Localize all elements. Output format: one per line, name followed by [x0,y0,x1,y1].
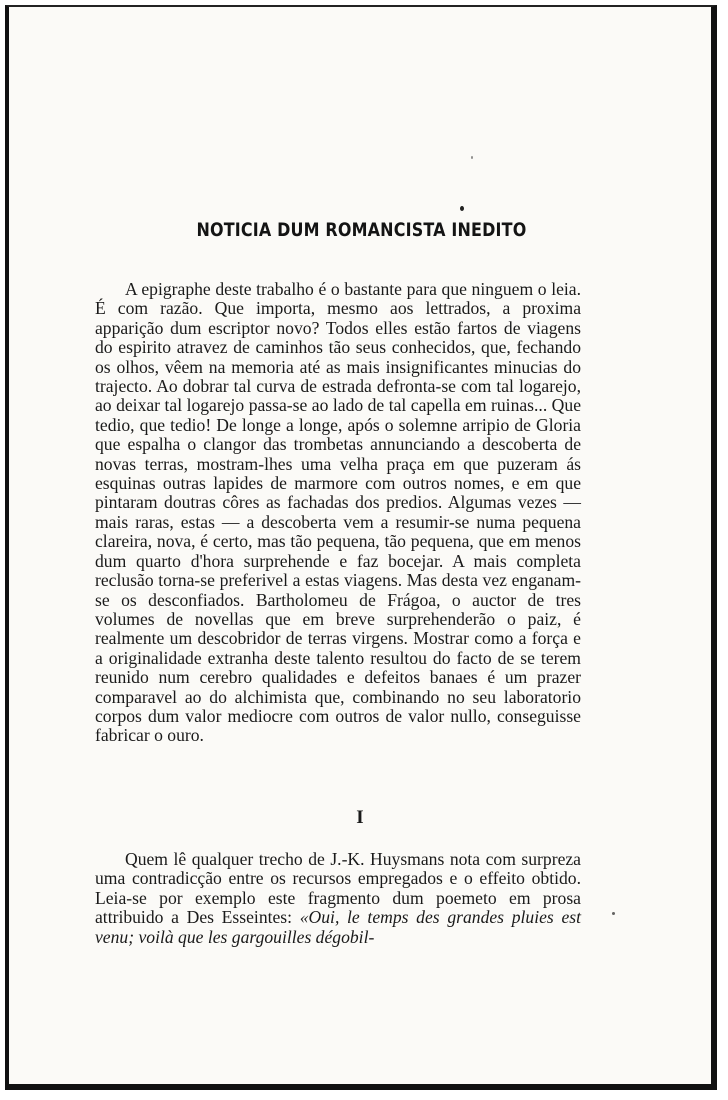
article-title: NOTICIA DUM ROMANCISTA INEDITO [196,219,527,241]
print-speck [460,206,464,211]
print-speck [612,912,615,915]
section-paragraph-text: Quem lê qualquer trecho de J.-K. Huysmans nota com surpreza uma contradicção entre os recursos empregados e o effeito obtido. Leia-se por exemplo este fragmento dum poemeto em prosa attribuido a Des Esseintes: [95,849,581,928]
section-number: I [356,807,364,828]
french-quote: «Oui, le temps des grandes pluies est venu; voilà que les gargouilles dégobil- [95,907,581,947]
intro-paragraph: A epigraphe deste trabalho é o bastante para que ninguem o leia. É com razão. Que importa, mesmo aos lettrados, a proxima apparição dum escriptor novo? Todos elles estão fartos de viagens do espirito atravez de caminhos tão seus conhecidos, que, fechando os olhos, vêem na memoria até as mais insignificantes minucias do trajecto. Ao dobrar tal curva de estrada defronta-se com tal logarejo, ao deixar tal logarejo passa-se ao lado de tal capella em ruinas... Que tedio, que tedio! De longe a longe, após o solemne arripio de Gloria que espalha o clangor das trombetas annunciando a descoberta de novas terras, mostram-lhes uma velha praça em que puzeram ás esquinas outras lapides de marmore com outros nomes, e em que pintaram doutras côres as fachadas dos predios. Algumas vezes — mais raras, estas — a descoberta vem a resumir-se numa pequena clareira, nova, é certo, mas tão pequena, tão pequena, que em menos dum quarto d'hora surprehende e faz bocejar. A mais completa reclusão torna-se preferivel a estas viagens. Mas desta vez enganam-se os desconfiados. Bartholomeu de Frágoa, o auctor de tres volumes de novellas que em breve surprehenderão o paiz, é realmente um descobridor de terras virgens. Mostrar como a força e a originalidade extranha deste talento resultou do facto de se terem reunido num cerebro qualidades e defeitos banaes é um prazer comparavel ao do alchimista que, combinando no seu laboratorio corpos dum valor mediocre com outros de valor nullo, conseguisse fabricar o ouro. [95,279,581,746]
print-speck [471,156,473,159]
book-page [5,5,717,1090]
section-paragraph [95,850,581,947]
